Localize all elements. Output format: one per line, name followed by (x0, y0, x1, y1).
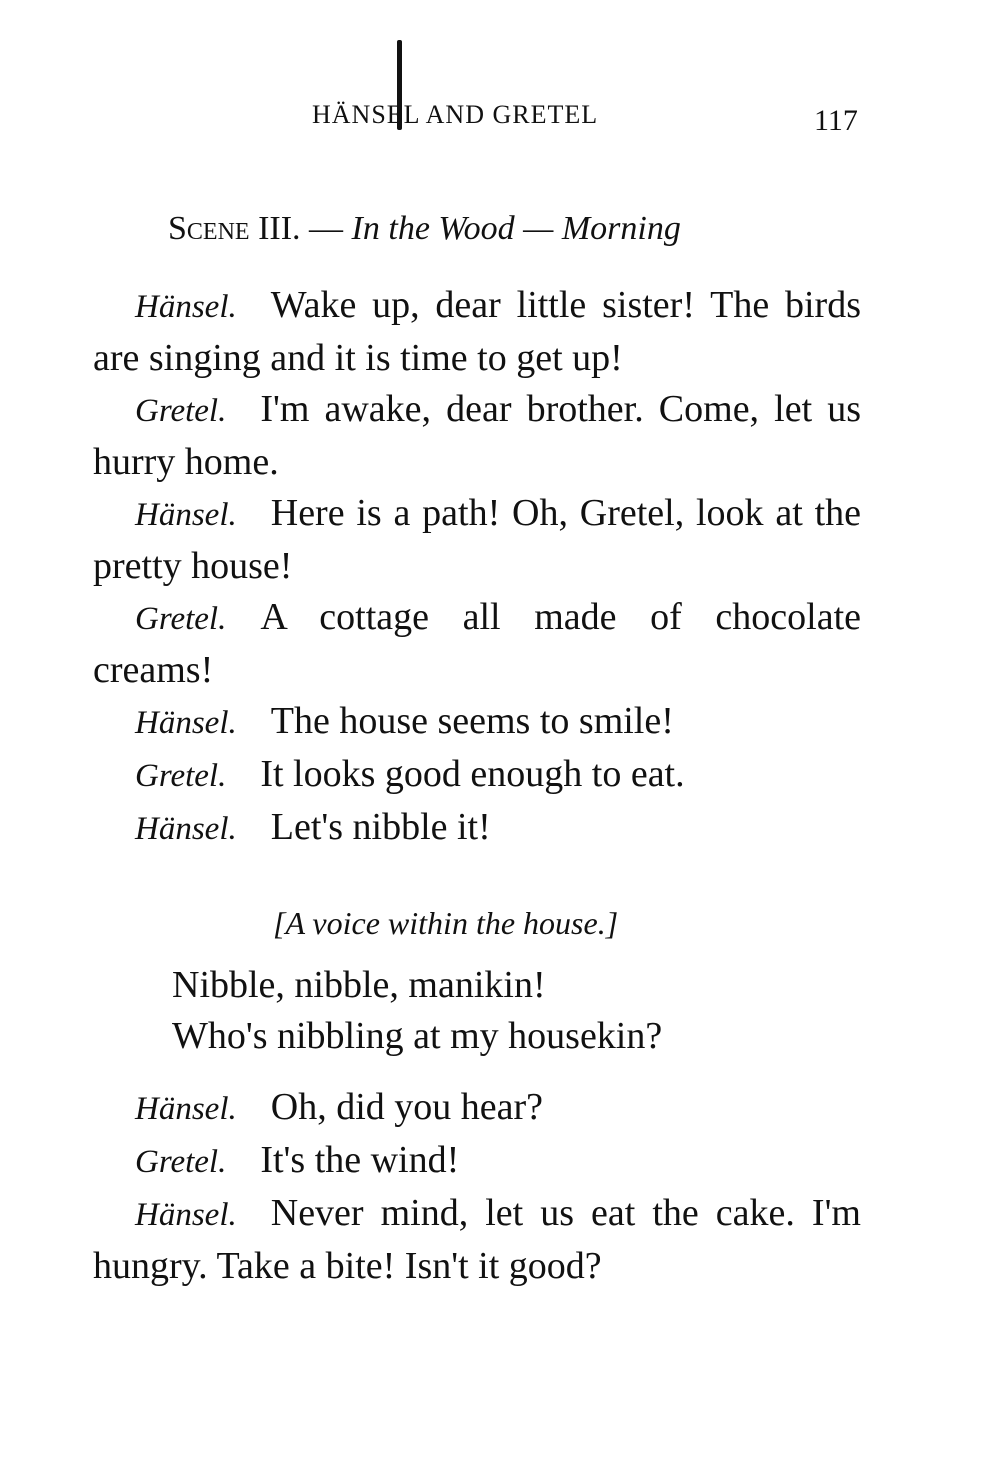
speech-text: Never mind, let us eat the cake. I'm hungry. Take a bite! Isn't it good? (93, 1192, 861, 1287)
speaker-name: Gretel. (135, 758, 227, 794)
verse-line: Nibble, nibble, manikin! (172, 964, 546, 1006)
speech-text: It's the wind! (260, 1139, 460, 1181)
dialogue-bottom (93, 1082, 861, 1292)
speech-text: Let's nibble it! (270, 806, 491, 848)
dialogue-line (93, 802, 861, 855)
speaker-name: Hänsel. (135, 811, 237, 847)
scene-label: Scene III. (168, 210, 301, 247)
speaker-name: Gretel. (135, 393, 227, 429)
running-title: HÄNSEL AND GRETEL (312, 100, 599, 129)
speaker-name: Hänsel. (135, 1091, 237, 1127)
speech-text: Here is a path! Oh, Gretel, look at the pretty house! (93, 492, 861, 587)
dialogue-line (93, 1082, 861, 1135)
page-number: 117 (814, 104, 858, 137)
speech-text: A cottage all made of chocolate creams! (93, 596, 861, 691)
dialogue-line (93, 280, 861, 384)
dialogue-line (93, 749, 861, 802)
dialogue-line (93, 1135, 861, 1188)
speech-text: It looks good enough to eat. (260, 753, 685, 795)
speaker-name: Gretel. (135, 1144, 227, 1180)
dialogue-line (93, 1188, 861, 1292)
stage-direction: [A voice within the house.] (273, 905, 619, 941)
speaker-name: Gretel. (135, 601, 227, 637)
speech-text: The house seems to smile! (270, 700, 674, 742)
speaker-name: Hänsel. (135, 497, 237, 533)
dialogue-line (93, 488, 861, 592)
verse-line: Who's nibbling at my housekin? (172, 1015, 663, 1057)
dialogue-line (93, 384, 861, 488)
speaker-name: Hänsel. (135, 289, 237, 325)
speech-text: Oh, did you hear? (270, 1086, 544, 1128)
dialogue-line (93, 592, 861, 696)
dialogue-line (93, 696, 861, 749)
speaker-name: Hänsel. (135, 1197, 237, 1233)
speech-text: Wake up, dear little sister! The birds are singing and it is time to get up! (93, 284, 861, 379)
verse (172, 960, 662, 1062)
speech-text: I'm awake, dear brother. Come, let us hurry home. (93, 388, 861, 483)
scene-location: In the Wood — Morning (351, 210, 681, 247)
speaker-name: Hänsel. (135, 705, 237, 741)
dialogue-top (93, 280, 861, 855)
scene-heading: Scene III. — In the Wood — Morning (168, 210, 681, 247)
